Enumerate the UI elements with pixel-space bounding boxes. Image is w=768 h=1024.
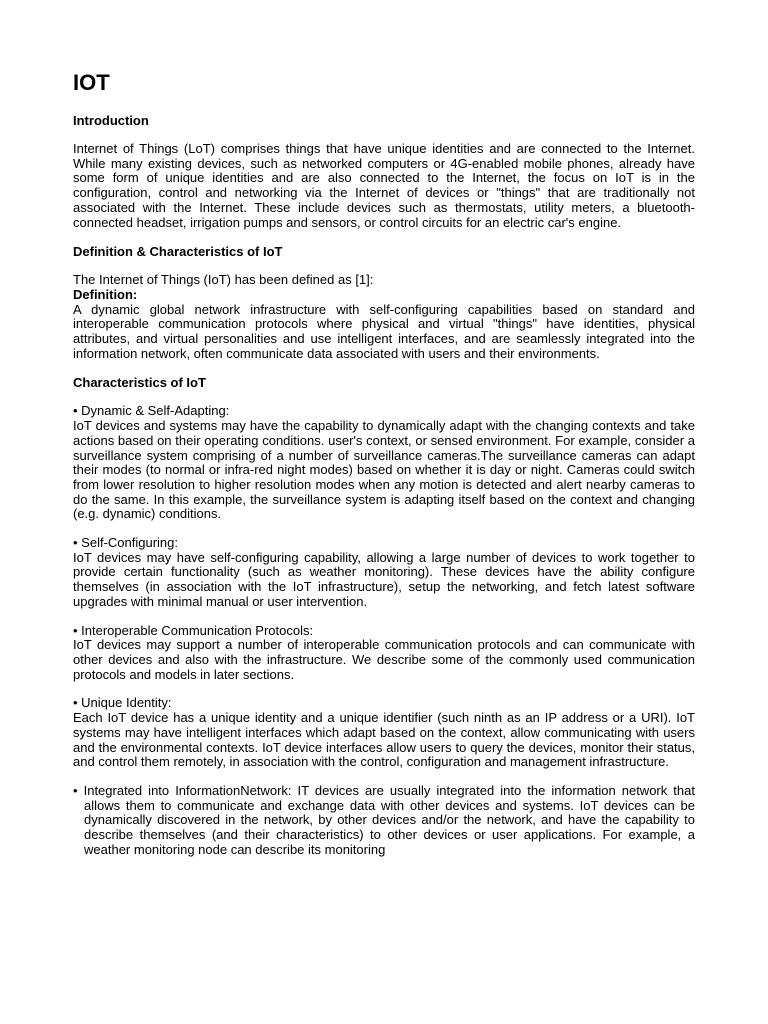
characteristic-text: IoT devices and systems may have the capability to dynamically adapt with the changing contexts and take actions based on their operating conditions. user's context, or sensed environment. For example, consider a surveillance system comprising of a number of surveillance cameras.The surveillance cameras can adapt their modes (to normal or infra-red night modes) based on whether it is day or night. Cameras could switch from lower resolution to higher resolution modes when any motion is detected and alert nearby cameras to do the same. In this example, the surveillance system is adapting itself based on the context and changing (e.g. dynamic) conditions. xyxy=(73,418,695,522)
definition-lead: The Internet of Things (IoT) has been defined as [1]: xyxy=(73,272,374,288)
characteristic-label: • Unique Identity: xyxy=(73,695,172,711)
characteristics-heading: Characteristics of IoT xyxy=(73,375,206,391)
characteristic-text: Each IoT device has a unique identity and a unique identifier (such ninth as an IP address or a URI). IoT systems may have intelligent interfaces which adapt based on the context, allow communicating with users and the environmental contexts. IoT device interfaces allow users to query the devices, monitor their status, and control them remotely, in association with the control, configuration and management infrastructure. xyxy=(73,710,695,770)
introduction-heading: Introduction xyxy=(73,113,149,128)
characteristic-item-self-configuring xyxy=(73,536,695,610)
characteristic-text: IoT devices may have self-configuring capability, allowing a large number of devices to work together to provide certain functionality (such as weather monitoring). These devices have the ability configure themselves (in association with the IoT infrastructure), setup the networking, and fetch latest software upgrades with minimal manual or user intervention. xyxy=(73,549,695,609)
characteristic-item-unique-identity xyxy=(73,696,695,770)
definition-label: Definition: xyxy=(73,286,138,302)
characteristic-item-integrated: • Integrated into InformationNetwork: IT devices are usually integrated into the information network that allows them to communicate and exchange data with other devices and systems. IoT devices can be dynamically discovered in the network, by other devices and/or the network, and have the capability to describe themselves (and their characteristics) to other devices or user applications. For example, a weather monitoring node can describe its monitoring xyxy=(73,782,695,857)
characteristic-text: IoT devices may support a number of interoperable communication protocols and can communicate with other devices and also with the infrastructure. We describe some of the commonly used communication protocols and models in later sections. xyxy=(73,637,695,682)
characteristic-label: • Interoperable Communication Protocols: xyxy=(73,622,314,638)
characteristic-label: • Self-Configuring: xyxy=(73,535,178,551)
characteristic-item-dynamic xyxy=(73,404,695,522)
characteristic-label: • Dynamic & Self-Adapting: xyxy=(73,403,230,419)
introduction-paragraph: Internet of Things (LoT) comprises things that have unique identities and are connected to the Internet. While many existing devices, such as networked computers or 4G-enabled mobile phones, already have some form of unique identities and are also connected to the Internet, the focus on IoT is in the configuration, control and networking via the Internet of devices or "things" that are traditionally not associated with the Internet. These include devices such as thermostats, utility meters, a bluetooth-connected headset, irrigation pumps and sensors, or control circuits for an electric car's engine. xyxy=(73,141,695,230)
document-title: IOT xyxy=(73,70,110,95)
characteristic-item-interoperable xyxy=(73,624,695,683)
definition-paragraph: A dynamic global network infrastructure with self-configuring capabilities based on standard and interoperable communication protocols where physical and virtual "things" have identities, physical attributes, and virtual personalities and use intelligent interfaces, and are seamlessly integrated into the information network, often communicate data associated with users and their environments. xyxy=(73,301,695,361)
definition-section-heading: Definition & Characteristics of IoT xyxy=(73,244,283,260)
